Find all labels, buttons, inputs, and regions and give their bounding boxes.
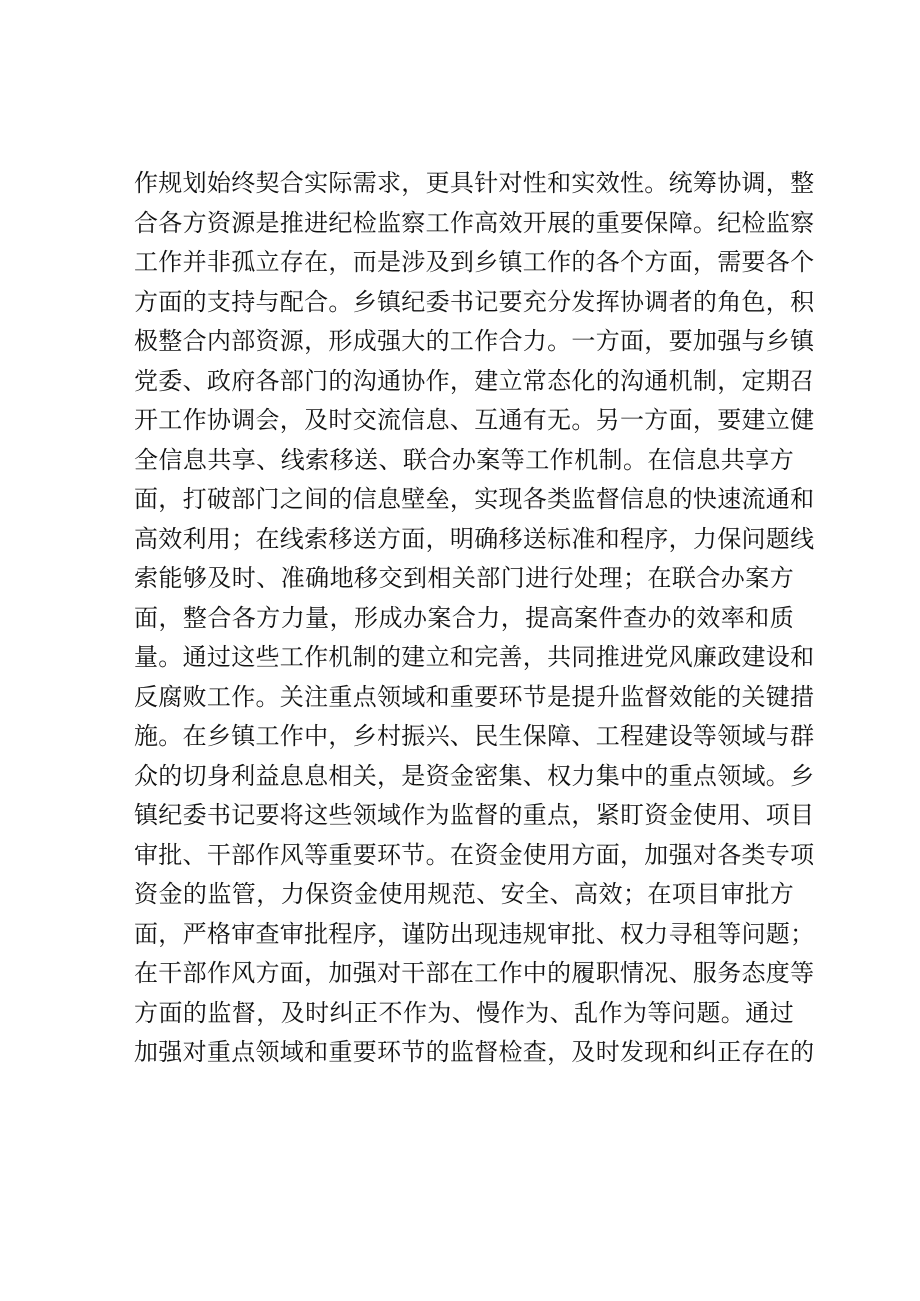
text-line: 反腐败工作。关注重点领域和重要环节是提升监督效能的关键措 — [134, 682, 815, 711]
text-line: 方面的监督，及时纠正不作为、慢作为、乱作为等问题。通过 — [134, 998, 794, 1027]
text-line: 全信息共享、线索移送、联合办案等工作机制。在信息共享方 — [134, 445, 794, 474]
text-line: 作规划始终契合实际需求，更具针对性和实效性。统筹协调，整 — [134, 169, 815, 197]
text-line: 施。在乡镇工作中，乡村振兴、民生保障、工程建设等领域与群 — [134, 722, 815, 750]
text-line: 面，整合各方力量，形成办案合力，提高案件查办的效率和质 — [134, 603, 794, 632]
text-line: 加强对重点领域和重要环节的监督检查，及时发现和纠正存在的 — [134, 1038, 815, 1066]
text-line: 高效利用；在线索移送方面，明确移送标准和程序，力保问题线 — [134, 524, 815, 553]
text-line: 极整合内部资源，形成强大的工作合力。一方面，要加强与乡镇 — [134, 327, 815, 355]
text-line: 合各方资源是推进纪检监察工作高效开展的重要保障。纪检监察 — [134, 208, 815, 237]
text-line: 方面的支持与配合。乡镇纪委书记要充分发挥协调者的角色，积 — [134, 287, 815, 316]
text-line: 工作并非孤立存在，而是涉及到乡镇工作的各个方面，需要各个 — [134, 248, 815, 276]
text-line: 资金的监管，力保资金使用规范、安全、高效；在项目审批方 — [134, 880, 794, 908]
text-line: 量。通过这些工作机制的建立和完善，共同推进党风廉政建设和 — [134, 643, 815, 671]
body-text — [134, 164, 815, 1073]
text-line: 面，严格审查审批程序，谨防出现违规审批、权力寻租等问题； — [134, 919, 815, 948]
text-line: 众的切身利益息息相关，是资金密集、权力集中的重点领域。乡 — [134, 761, 815, 790]
text-line: 党委、政府各部门的沟通协作，建立常态化的沟通机制，定期召 — [134, 366, 815, 395]
text-line: 开工作协调会，及时交流信息、互通有无。另一方面，要建立健 — [134, 406, 815, 434]
text-line: 审批、干部作风等重要环节。在资金使用方面，加强对各类专项 — [134, 840, 815, 869]
text-line: 面，打破部门之间的信息壁垒，实现各类监督信息的快速流通和 — [134, 485, 815, 513]
text-line: 索能够及时、准确地移交到相关部门进行处理；在联合办案方 — [134, 564, 794, 592]
text-line: 在干部作风方面，加强对干部在工作中的履职情况、服务态度等 — [134, 959, 815, 987]
text-line: 镇纪委书记要将这些领域作为监督的重点，紧盯资金使用、项目 — [134, 801, 815, 829]
